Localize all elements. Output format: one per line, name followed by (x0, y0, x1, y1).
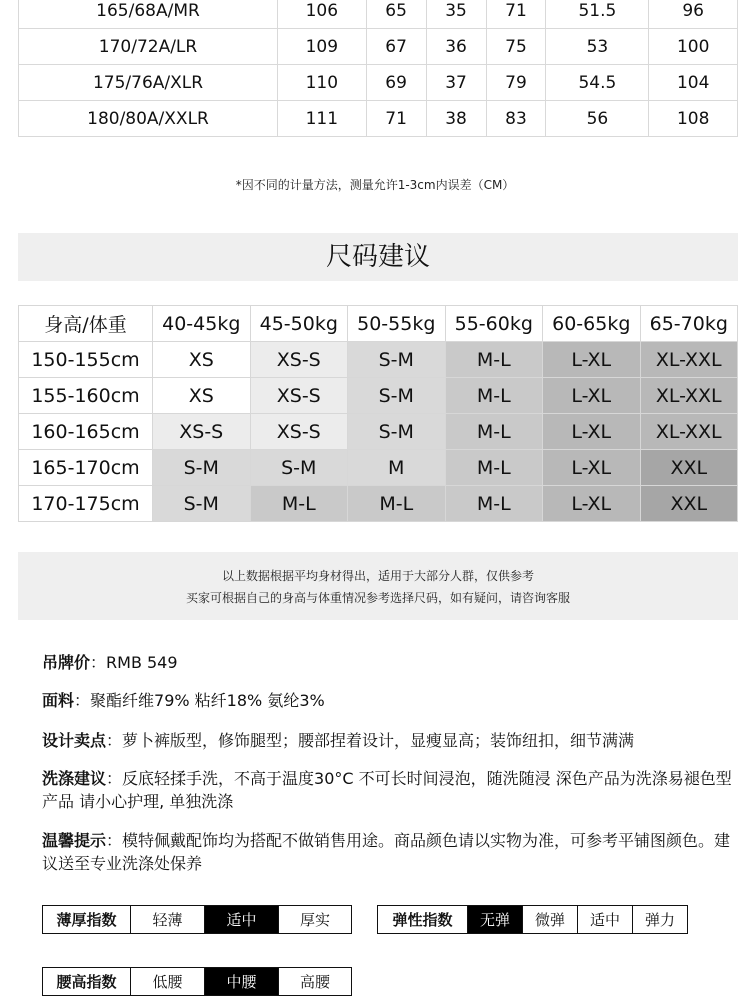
table-cell: S-M (250, 450, 348, 486)
design-value: ：萝卜裤版型，修饰腿型；腰部捏着设计，显瘦显高；装饰纽扣，细节满满 (106, 731, 635, 750)
table-cell: 170/72A/LR (19, 29, 278, 65)
price-label: 吊牌价 (42, 653, 91, 672)
price-info (42, 651, 732, 674)
waist-index (42, 967, 352, 996)
table-cell: 108 (649, 101, 738, 137)
size-advice-title: 尺码建议 (18, 233, 738, 281)
table-cell: M-L (445, 378, 543, 414)
wash-info (42, 767, 732, 813)
table-cell: XL-XXL (640, 414, 738, 450)
design-label: 设计卖点 (42, 731, 107, 750)
table-row (19, 29, 738, 65)
table-cell: 155-160cm (19, 378, 153, 414)
table-cell: 79 (486, 65, 546, 101)
table-row (19, 378, 738, 414)
waist-option-selected: 中腰 (205, 968, 279, 995)
elasticity-option: 弹力 (644, 911, 675, 929)
elasticity-option: 适中 (578, 906, 633, 933)
disclaimer-box (18, 552, 738, 620)
table-cell: 56 (546, 101, 649, 137)
table-cell: M-L (445, 342, 543, 378)
thickness-index-label: 薄厚指数 (43, 906, 131, 933)
table-cell: 38 (426, 101, 486, 137)
table-cell: M-L (250, 486, 348, 522)
table-cell: 67 (366, 29, 426, 65)
table-cell: 170-175cm (19, 486, 153, 522)
table-cell: 109 (278, 29, 367, 65)
table-cell: S-M (153, 450, 251, 486)
table-cell: 165/68A/MR (19, 0, 278, 29)
table-cell: 71 (486, 0, 546, 29)
disclaimer-line: 以上数据根据平均身材得出，适用于大部分人群，仅供参考 (221, 569, 534, 583)
wash-label: 洗涤建议 (42, 769, 107, 788)
table-cell: 83 (486, 101, 546, 137)
thickness-index (42, 905, 352, 934)
table-cell: 54.5 (546, 65, 649, 101)
tips-value: ：模特佩戴配饰均为搭配不做销售用途。商品颜色请以实物为准，可参考平铺图颜色。建议送至专业洗涤处保养 (42, 831, 731, 873)
table-cell: 36 (426, 29, 486, 65)
table-cell: 175/76A/XLR (19, 65, 278, 101)
table-cell: L-XL (543, 378, 641, 414)
table-cell: XS (153, 342, 251, 378)
tips-label: 温馨提示 (42, 831, 107, 850)
table-header-cell: 45-50kg (250, 306, 348, 342)
table-cell: 71 (366, 101, 426, 137)
table-cell: XS-S (153, 414, 251, 450)
wash-value: ：反底轻揉手洗，不高于温度30°C 不可长时间浸泡，随洗随浸 深色产品为洗涤易褪色型产品 请小心护理, 单独洗涤 (42, 769, 732, 811)
table-cell: M-L (348, 486, 446, 522)
table-cell: XS (153, 378, 251, 414)
table-cell: 65 (366, 0, 426, 29)
table-cell: M (348, 450, 446, 486)
thickness-option-selected: 适中 (205, 906, 279, 933)
fabric-label: 面料 (42, 691, 75, 710)
table-cell: S-M (348, 342, 446, 378)
table-cell: M-L (445, 486, 543, 522)
thickness-option: 厚实 (299, 911, 330, 929)
price-value: ：RMB 549 (90, 653, 178, 672)
waist-option: 高腰 (299, 973, 330, 991)
table-cell: 165-170cm (19, 450, 153, 486)
table-header-cell: 40-45kg (153, 306, 251, 342)
table-cell: M-L (445, 450, 543, 486)
waist-index-label: 腰高指数 (43, 968, 131, 995)
disclaimer-line: 买家可根据自己的身高与体重情况参考选择尺码，如有疑问，请咨询客服 (185, 591, 570, 605)
table-cell: XS-S (250, 414, 348, 450)
table-cell: S-M (348, 414, 446, 450)
table-cell: XXL (640, 486, 738, 522)
table-cell: XL-XXL (640, 378, 738, 414)
table-cell: 104 (649, 65, 738, 101)
size-advice-table (18, 305, 738, 522)
table-cell: 150-155cm (19, 342, 153, 378)
table-cell: L-XL (543, 486, 641, 522)
table-cell: S-M (153, 486, 251, 522)
table-cell: 75 (486, 29, 546, 65)
elasticity-index-label: 弹性指数 (378, 906, 468, 933)
table-header-cell: 身高/体重 (19, 306, 153, 342)
tips-info (42, 829, 732, 875)
table-cell: XS-S (250, 378, 348, 414)
table-cell: 180/80A/XXLR (19, 101, 278, 137)
table-header-row (19, 306, 738, 342)
table-cell: 69 (366, 65, 426, 101)
elasticity-option-selected: 无弹 (468, 906, 523, 933)
table-cell: M-L (445, 414, 543, 450)
table-cell: L-XL (543, 414, 641, 450)
table-header-cell: 65-70kg (640, 306, 738, 342)
table-cell: L-XL (543, 450, 641, 486)
table-row (19, 65, 738, 101)
waist-option: 低腰 (131, 968, 205, 995)
thickness-option: 轻薄 (131, 906, 205, 933)
table-row (19, 342, 738, 378)
table-cell: 106 (278, 0, 367, 29)
table-header-cell: 60-65kg (543, 306, 641, 342)
table-header-cell: 55-60kg (445, 306, 543, 342)
table-cell: 51.5 (546, 0, 649, 29)
table-cell: 160-165cm (19, 414, 153, 450)
table-row (19, 101, 738, 137)
table-cell: 35 (426, 0, 486, 29)
elasticity-option: 微弹 (523, 906, 578, 933)
table-row (19, 0, 738, 29)
table-cell: XS-S (250, 342, 348, 378)
table-cell: 111 (278, 101, 367, 137)
elasticity-index (377, 905, 688, 934)
table-cell: 53 (546, 29, 649, 65)
table-header-cell: 50-55kg (348, 306, 446, 342)
table-cell: 100 (649, 29, 738, 65)
fabric-value: ：聚酯纤维79% 粘纤18% 氨纶3% (74, 691, 325, 710)
table-cell: S-M (348, 378, 446, 414)
table-cell: XL-XXL (640, 342, 738, 378)
table-cell: 37 (426, 65, 486, 101)
table-cell: L-XL (543, 342, 641, 378)
design-info (42, 729, 732, 752)
table-cell: XXL (640, 450, 738, 486)
table-row (19, 414, 738, 450)
measurement-table (18, 0, 738, 137)
table-row (19, 486, 738, 522)
table-cell: 96 (649, 0, 738, 29)
table-cell: 110 (278, 65, 367, 101)
measurement-note: *因不同的计量方法，测量允许1-3cm内误差（CM） (235, 178, 515, 192)
table-row (19, 450, 738, 486)
fabric-info (42, 689, 732, 712)
